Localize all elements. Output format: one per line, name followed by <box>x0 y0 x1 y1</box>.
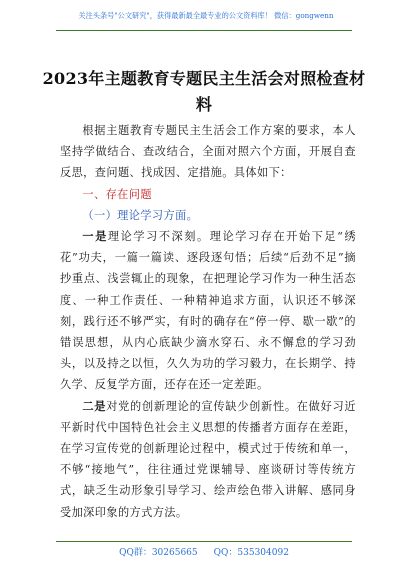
paragraph-item-2 <box>60 396 356 523</box>
item-2-lead: 二是 <box>82 398 107 413</box>
header-banner: 关注头条号"公文研究"，获得最新最全最专业的公文资料库！ 微信：gongwenn <box>78 11 334 20</box>
subsection-heading-theory-study: （一）理论学习方面。 <box>82 208 199 222</box>
paragraph-item-1 <box>60 226 356 396</box>
footer-contact <box>56 546 352 560</box>
document-body <box>60 120 356 523</box>
item-2-text: 对党的创新理论的宣传缺少创新性。在做好习近平新时代中国特色社会主义思想的传播者方面存在差距，在学习宣传党的创新理论过程中，模式过于传统和单一，不够“接地气”，往往通过党课辅导、座谈研讨等传统方式，缺乏生动形象引导学习、绘声绘色带入讲解、感同身受加深印象的方式方法。 <box>60 399 356 519</box>
section-heading-problems: 一、存在问题 <box>82 187 152 201</box>
footer-divider <box>56 541 352 542</box>
document-title: 2023年主题教育专题民主生活会对照检查材料 <box>42 69 366 114</box>
intro-paragraph: 根据主题教育专题民主生活会工作方案的要求，本人坚持学做结合、查改结合，全面对照六个方面，开展自查反思，查问题、找成因、定措施。具体如下： <box>60 124 356 180</box>
footer-qq: QQ：535304092 <box>213 548 289 558</box>
item-1-text: 理论学习不深刻。理论学习存在开始下足“绣花”功夫，一篇一篇读、逐段逐句悟；后续“后劲不足”摘抄重点、浅尝辄止的现象，在把理论学习作为一种生活态度、一种工作责任、一种精神追求方面，认识还不够深刻，践行还不够严实，有时的确存在“停一停、歇一歇”的错误思想，从内心底缺少滴水穿石、永不懈怠的学习劲头，以及持之以恒，久久为功的学习毅力，在长期学、持久学、反复学方面，还存在还一定差距。 <box>60 230 356 392</box>
item-1-lead: 一是 <box>82 229 108 244</box>
header-divider <box>56 30 352 31</box>
footer-qq-group: QQ群：30265665 <box>119 548 198 558</box>
